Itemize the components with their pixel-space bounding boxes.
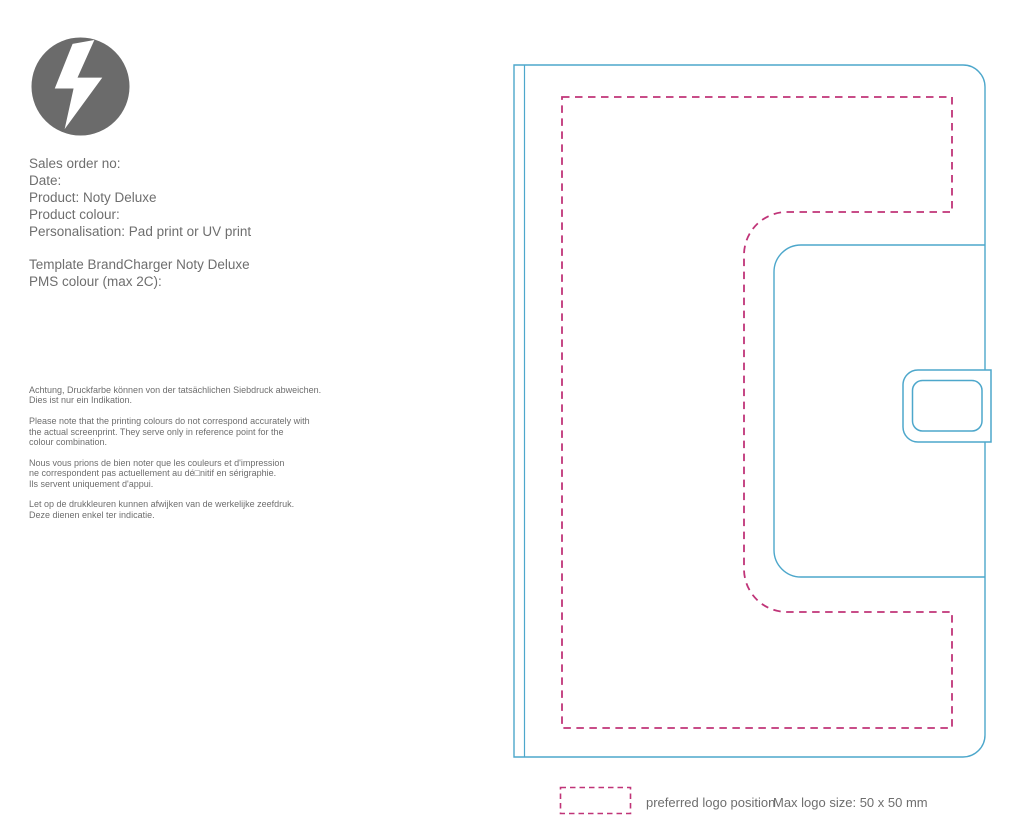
disclaimer-english [29,416,321,447]
brand-logo [31,36,130,137]
disclaimer-german [29,385,321,406]
disclaimer-line: Achtung, Druckfarbe können von der tatsächlichen Siebdruck abweichen. [29,385,322,395]
disclaimer-line: the actual screenprint. They serve only in reference point for the [29,426,284,437]
clasp-inner [913,381,983,432]
product-colour-line: Product colour: [29,206,120,222]
disclaimer-line: Dies ist nur ein Indikation. [29,395,133,406]
date-line: Date: [29,172,62,188]
pms-colour-line: PMS colour (max 2C): [29,274,162,290]
legend-size-label: Max logo size: 50 x 50 mm [773,795,928,810]
clasp-outer [903,370,991,442]
disclaimer-block [29,385,321,531]
cover-outline [514,65,985,757]
disclaimer-french [29,458,321,489]
order-info-block [29,156,251,291]
personalisation-line: Personalisation: Pad print or UV print [29,223,252,239]
product-line: Product: Noty Deluxe [29,189,157,205]
template-name-line: Template BrandCharger Noty Deluxe [29,257,250,273]
flap-outline [774,245,985,577]
legend-position-label: preferred logo position [646,795,776,810]
sales-order-line: Sales order no: [29,156,121,171]
disclaimer-dutch [29,499,321,520]
disclaimer-line: Please note that the printing colours do not correspond accurately with [29,416,310,427]
legend-swatch [561,788,631,814]
disclaimer-line: colour combination. [29,437,108,448]
print-area-boundary [562,97,952,728]
disclaimer-line: ne correspondent pas actuellement au dé□nitif en sérigraphie. [29,468,277,479]
disclaimer-line: Deze dienen enkel ter indicatie. [29,509,155,520]
disclaimer-line: Let op de drukkleuren kunnen afwijken van de werkelijke zeefdruk. [29,499,295,510]
disclaimer-line: Ils servent uniquement d'appui. [29,478,154,489]
disclaimer-line: Nous vous prions de bien noter que les couleurs et d'impression [29,457,285,468]
